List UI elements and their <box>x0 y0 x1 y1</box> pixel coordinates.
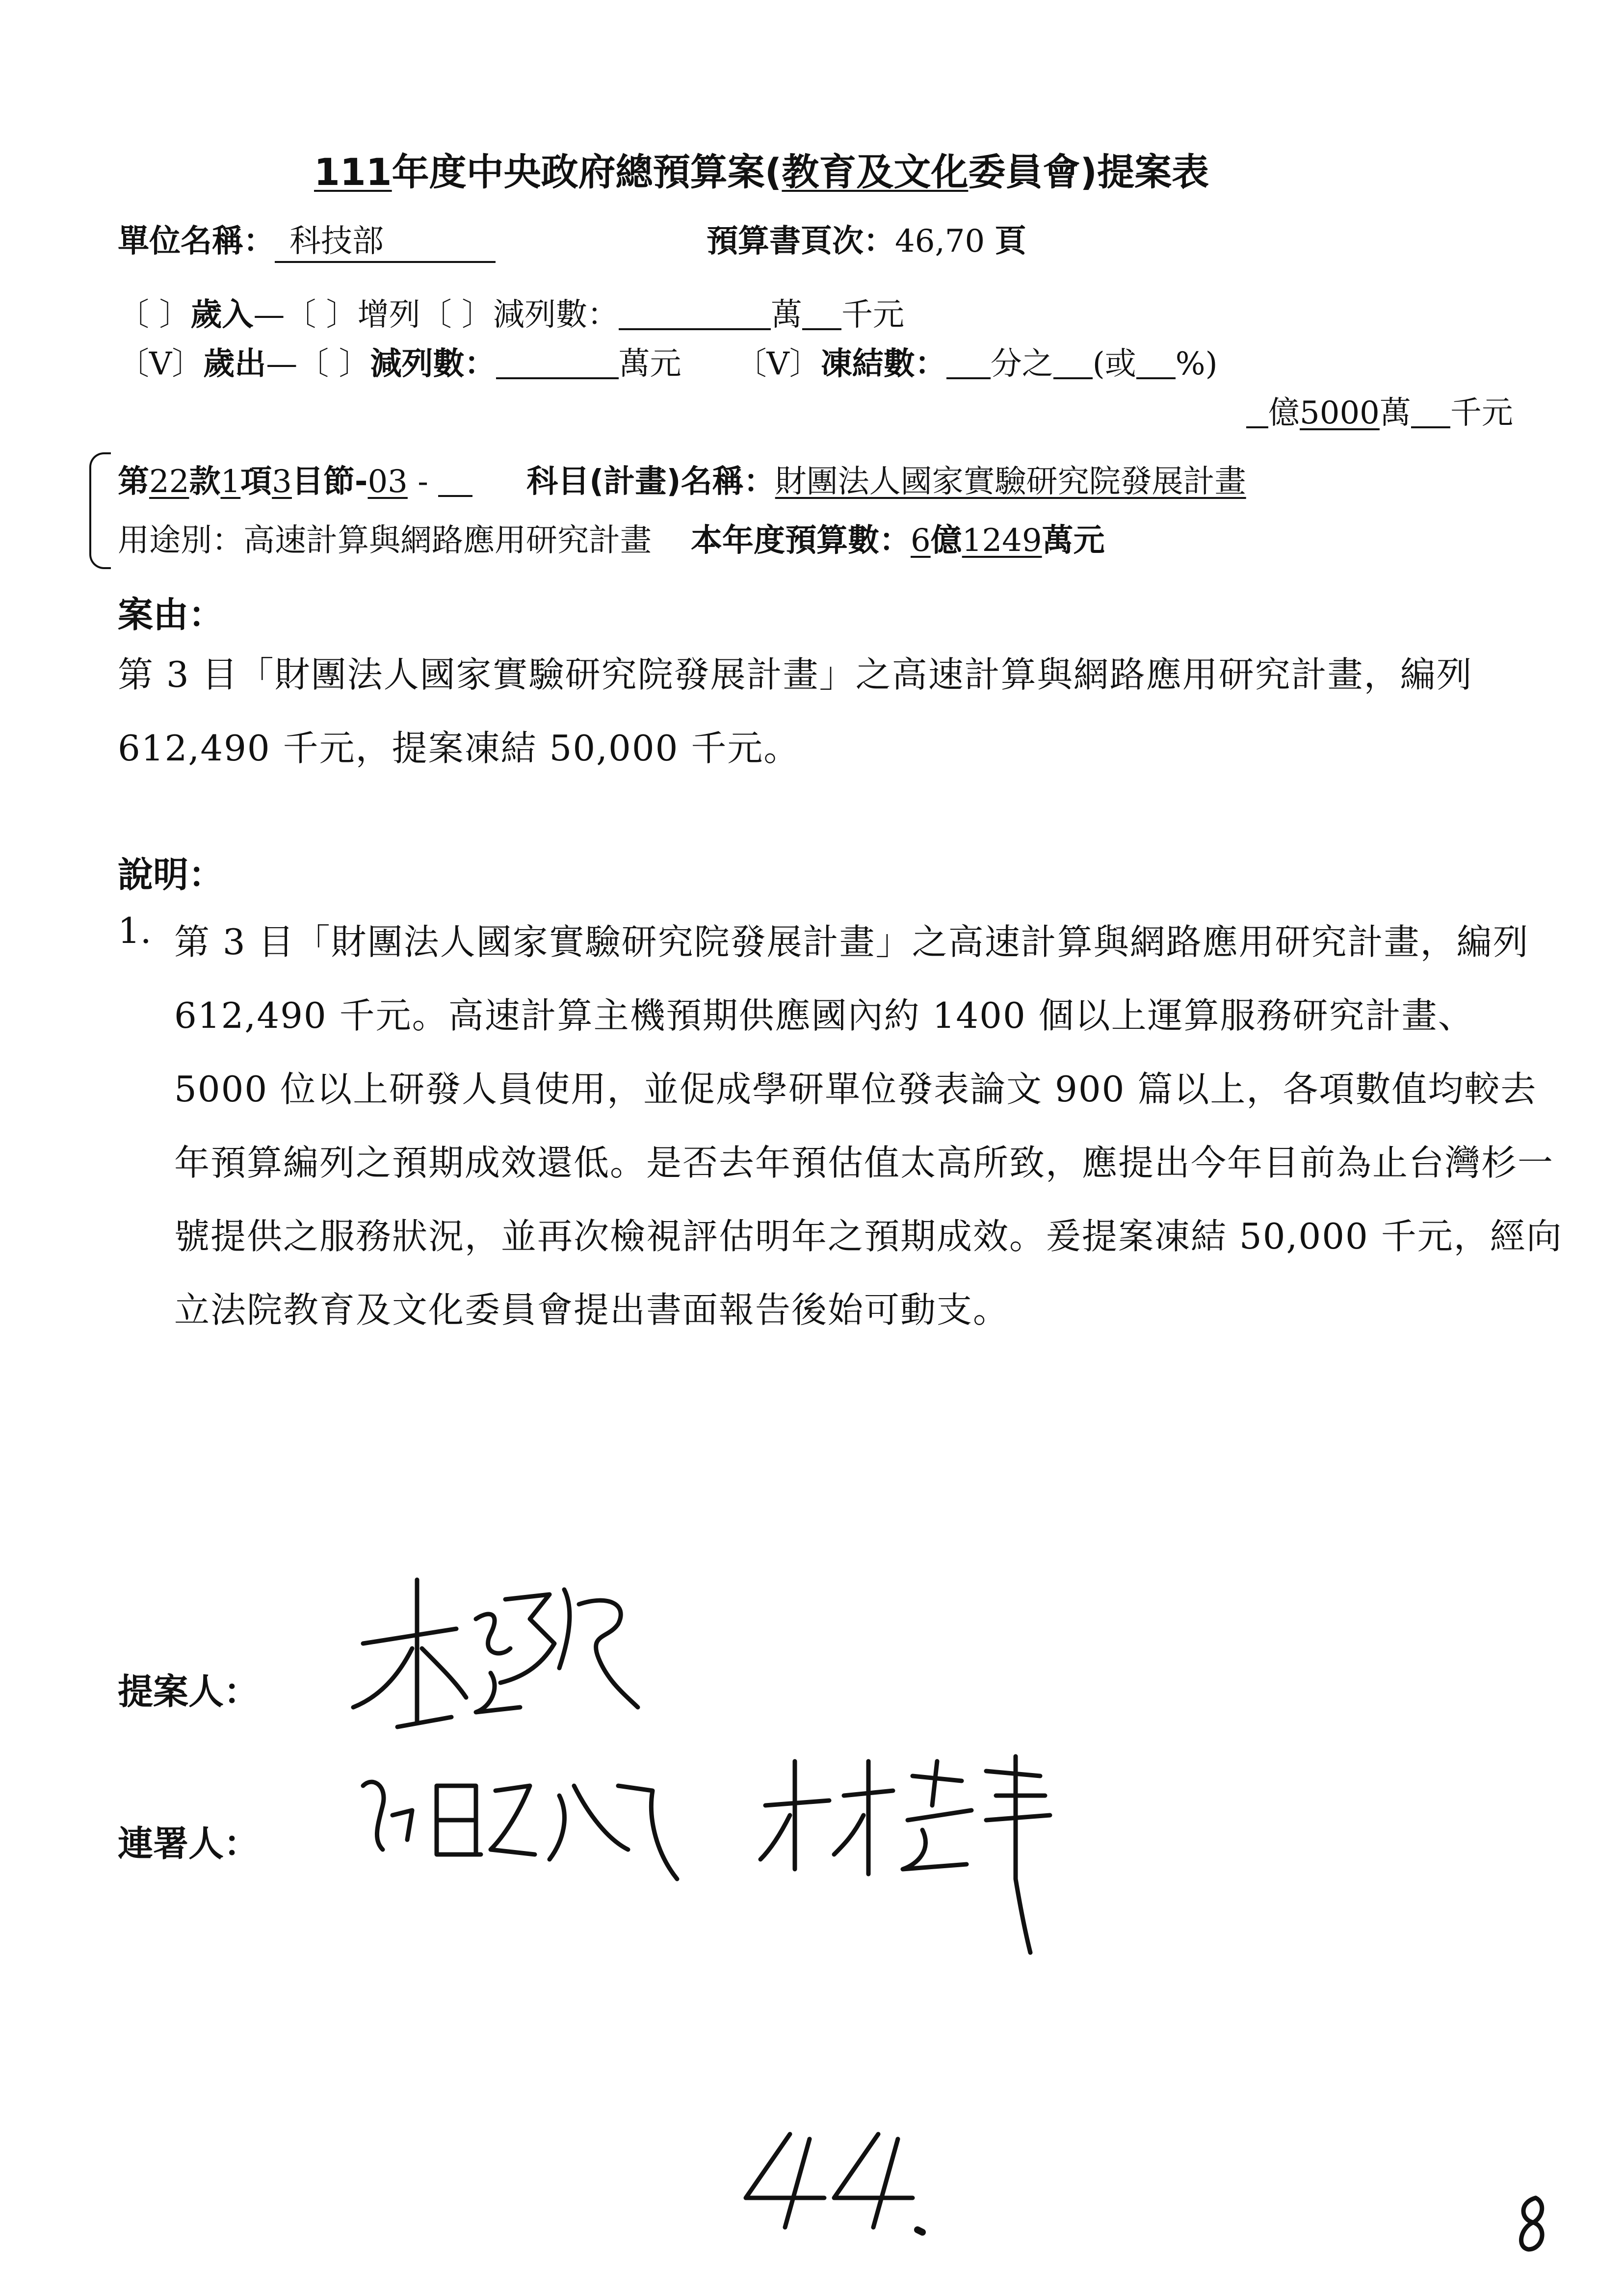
revenue-checkbox: 〔 〕 <box>118 297 191 333</box>
proposer-signature <box>343 1560 648 1766</box>
expense-dash: — <box>266 346 298 382</box>
expense-decrease-label: 減列數： <box>370 346 496 382</box>
proposer-label: 提案人： <box>118 1671 260 1712</box>
freeze-yi-blank <box>1246 395 1268 428</box>
annual-budget-label: 本年度預算數： <box>691 522 911 559</box>
decrease-checkbox: 〔 〕 <box>420 297 494 333</box>
subject-value: 財團法人國家實驗研究院發展計畫 <box>775 464 1246 500</box>
expense-wan-blank <box>496 346 619 379</box>
freeze-qian-blank <box>1411 395 1450 428</box>
title-text-a: 年度中央政府總預算案( <box>392 150 782 194</box>
freeze-label: 凍結數： <box>820 346 946 382</box>
freeze-wan-unit: 萬 <box>1379 395 1411 431</box>
account-kuan-value: 22 <box>149 464 189 500</box>
case-heading: 案由： <box>118 594 224 635</box>
expense-label: 歲出 <box>203 346 266 382</box>
freeze-denominator-blank <box>1053 346 1093 379</box>
cosigner-signature-1 <box>353 1756 687 1904</box>
increase-checkbox: 〔 〕 <box>285 297 358 333</box>
annual-budget-yi: 億 <box>930 522 962 559</box>
increase-label: 增列 <box>357 297 420 333</box>
expense-row <box>118 339 1218 384</box>
revenue-wan-unit: 萬 <box>771 297 803 333</box>
decrease-label: 減列數： <box>493 297 619 333</box>
revenue-qian-blank <box>802 297 841 330</box>
budget-page-value: 46,70 <box>895 223 985 260</box>
cosigner-signature-2 <box>756 1742 1060 1967</box>
budget-page-label: 預算書頁次： <box>707 223 895 260</box>
account-row <box>118 456 1246 501</box>
account-mu: 目 <box>291 464 323 500</box>
explanation-number: 1. <box>118 910 152 951</box>
unit-row <box>118 216 496 263</box>
revenue-row <box>118 289 904 335</box>
freeze-or: (或 <box>1092 346 1136 382</box>
account-xiang: 項 <box>240 464 272 500</box>
account-di: 第 <box>118 464 149 500</box>
expense-checkbox: 〔V〕 <box>118 346 204 382</box>
purpose-row <box>118 515 1105 560</box>
annual-budget-wan: 萬元 <box>1042 522 1105 559</box>
freeze-yi-unit: 億 <box>1268 395 1300 431</box>
corner-page-mark <box>1514 2193 1553 2257</box>
handwritten-page-number <box>736 2124 962 2242</box>
budget-page-row <box>707 216 1026 261</box>
account-bracket <box>89 452 111 569</box>
account-kuan: 款 <box>189 464 221 500</box>
form-title <box>314 142 1209 196</box>
explanation-heading: 說明： <box>118 854 224 895</box>
freeze-wan-value: 5000 <box>1300 395 1380 431</box>
purpose-label: 用途別： <box>118 522 243 559</box>
title-year: 111 <box>314 150 392 194</box>
explanation-text: 第 3 目「財團法人國家實驗研究院發展計畫」之高速計算與網路應用研究計畫，編列 612,490 千元。高速計算主機預期供應國內約 1400 個以上運算服務研究計畫、5000 位以上研發人員使用，並促成學研單位發表論文 900 篇以上，各項數值均較去年預算編列之預期成效還低。是否去年預估值太高所致，應提出今年目前為止台灣杉一號提供之服務狀況，並再次檢視評估明年之預期成效。爰提案凍結 50,000 千元，經向立法院教育及文化委員會提出書面報告後始可動支。 <box>174 921 1563 1331</box>
account-jie-value: 03 <box>367 464 408 500</box>
freeze-checkbox: 〔V〕 <box>735 346 821 382</box>
purpose-value: 高速計算與網路應用研究計畫 <box>243 522 652 559</box>
freeze-qian-unit: 千元 <box>1450 395 1513 431</box>
freeze-numerator-blank <box>946 346 991 379</box>
unit-value: 科技部 <box>275 216 496 263</box>
expense-wan-unit: 萬元 <box>618 346 681 382</box>
budget-page-unit: 頁 <box>995 223 1026 260</box>
account-jie: 節- <box>323 464 368 500</box>
account-extra-blank <box>438 464 472 497</box>
case-text: 第 3 目「財團法人國家實驗研究院發展計畫」之高速計算與網路應用研究計畫，編列 612,490 千元，提案凍結 50,000 千元。 <box>118 654 1473 769</box>
subject-label: 科目(計畫)名稱： <box>526 464 775 500</box>
freeze-amount-row <box>1246 388 1513 433</box>
title-text-b: 委員會)提案表 <box>968 150 1209 194</box>
freeze-percent-blank <box>1136 346 1176 379</box>
revenue-qian-unit: 千元 <box>841 297 905 333</box>
revenue-wan-blank <box>619 297 771 330</box>
annual-budget-wan-value: 1249 <box>962 522 1042 559</box>
freeze-percent: %) <box>1175 346 1218 382</box>
revenue-label: 歲入 <box>190 297 254 333</box>
account-mu-value: 3 <box>272 464 292 500</box>
unit-label: 單位名稱： <box>118 223 275 260</box>
cosigner-label: 連署人： <box>118 1823 260 1864</box>
annual-budget-yi-value: 6 <box>911 522 931 559</box>
freeze-fraction: 分之 <box>990 346 1053 382</box>
revenue-dash: — <box>253 297 285 333</box>
expense-decrease-checkbox: 〔 〕 <box>297 346 370 382</box>
title-committee: 教育及文化 <box>782 150 969 194</box>
account-xiang-value: 1 <box>220 464 241 500</box>
account-dash: - <box>407 464 439 500</box>
